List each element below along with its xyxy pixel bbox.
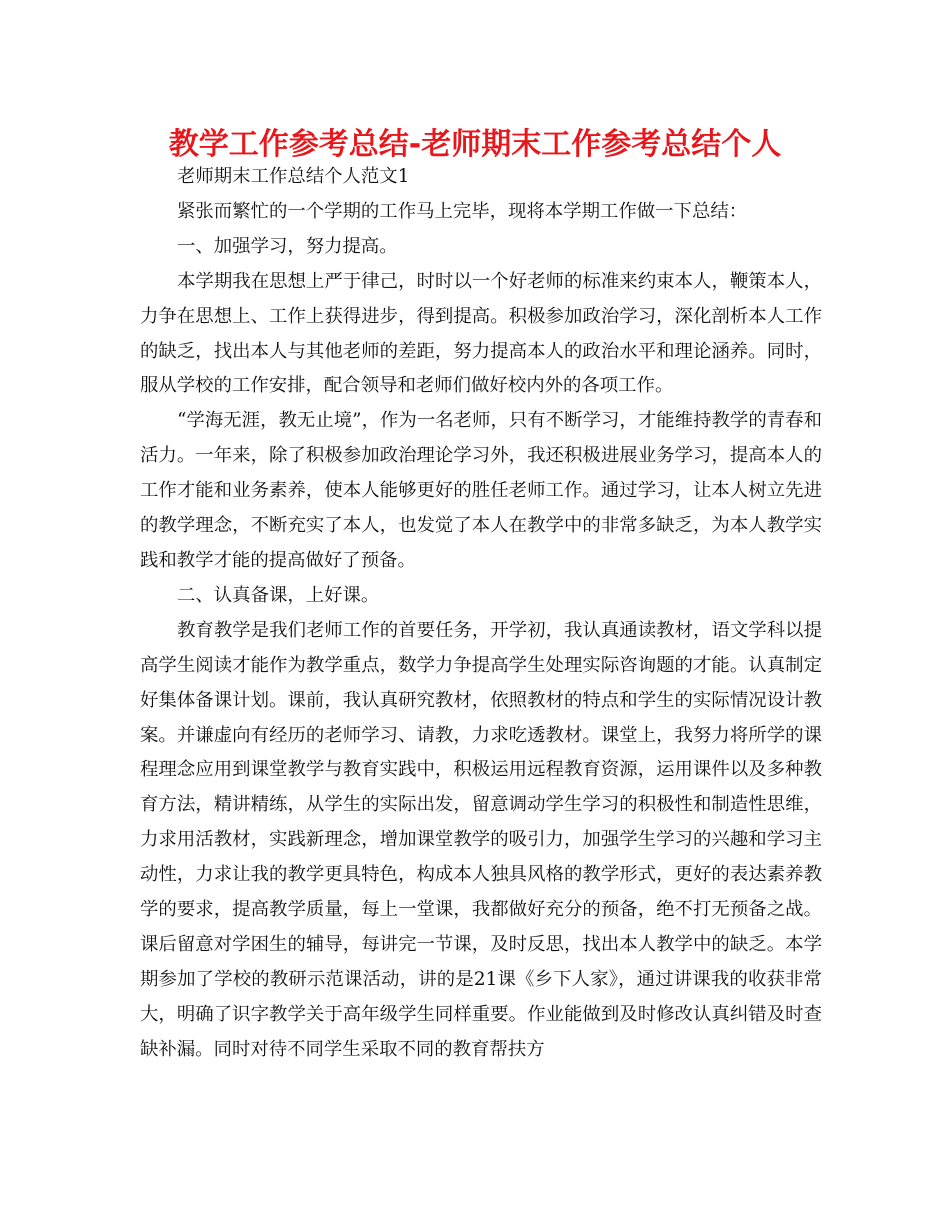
paragraph-intro: 紧张而繁忙的一个学期的工作马上完毕，现将本学期工作做一下总结： bbox=[177, 200, 748, 222]
paragraph-subtitle: 老师期末工作总结个人范文1 bbox=[177, 166, 410, 187]
paragraph-study-1: 本学期我在思想上严于律己，时时以一个好老师的标准来约束本人，鞭策本人，力争在思想上、工作上获得进步，得到提高。积极参加政治学习，深化剖析本人工作的缺乏，找出本人与其他老师的差距，努力提高本人的政治水平和理论涵养。同时，服从学校的工作安排，配合领导和老师们做好校内外的各项工作。 bbox=[140, 270, 822, 397]
section-heading-1: 一、加强学习，努力提高。 bbox=[177, 235, 398, 257]
section-heading-2: 二、认真备课，上好课。 bbox=[177, 584, 380, 606]
paragraph-study-2: “学海无涯，教无止境”，作为一名老师，只有不断学习，才能维持教学的青春和活力。一年来，除了积极参加政治理论学习外，我还积极进展业务学习，提高本人的工作才能和业务素养，使本人能够更好的胜任老师工作。通过学习，让本人树立先进的教学理念，不断充实了本人，也发觉了本人在教学中的非常多缺乏，为本人教学实践和教学才能的提高做好了预备。 bbox=[140, 410, 822, 571]
document-title: 教学工作参考总结-老师期末工作参考总结个人 bbox=[168, 127, 782, 162]
document-body bbox=[140, 160, 822, 1068]
paragraph-teaching: 教育教学是我们老师工作的首要任务，开学初，我认真通读教材，语文学科以提高学生阅读才能作为教学重点，数学力争提高学生处理实际咨询题的才能。认真制定好集体备课计划。课前，我认真研究教材，依照教材的特点和学生的实际情况设计教案。并谦虚向有经历的老师学习、请教，力求吃透教材。课堂上，我努力将所学的课程理念应用到课堂教学与教育实践中，积极运用远程教育资源，运用课件以及多种教育方法，精讲精练，从学生的实际出发，留意调动学生学习的积极性和制造性思维，力求用活教材，实践新理念，增加课堂教学的吸引力，加强学生学习的兴趣和学习主动性，力求让我的教学更具特色，构成本人独具风格的教学形式，更好的表达素养教学的要求，提高教学质量，每上一堂课，我都做好充分的预备，绝不打无预备之战。课后留意对学困生的辅导，每讲完一节课，及时反思，找出本人教学中的缺乏。本学期参加了学校的教研示范课活动，讲的是21课《乡下人家》，通过讲课我的收获非常大，明确了识字教学关于高年级学生同样重要。作业能做到及时修改认真纠错及时查缺补漏。同时对待不同学生采取不同的教育帮扶方 bbox=[140, 619, 822, 1060]
